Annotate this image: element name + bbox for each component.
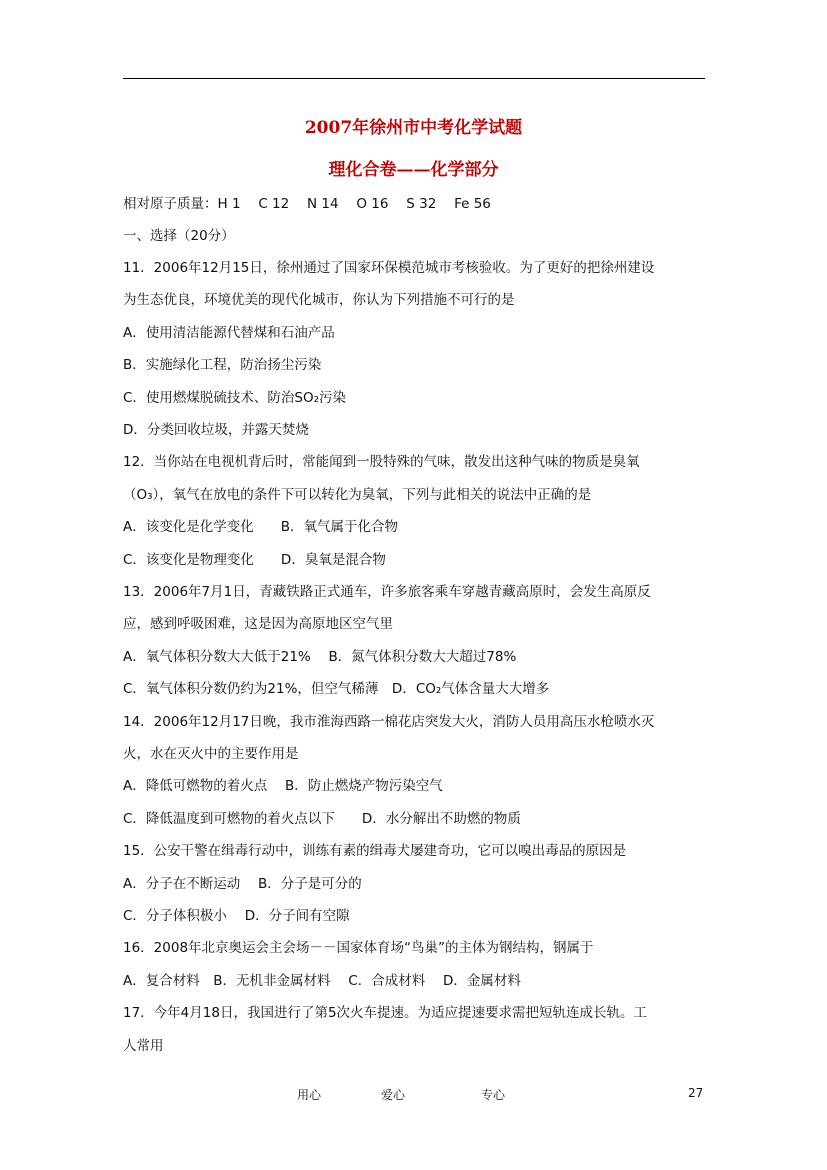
- question-line: 16．2008年北京奥运会主会场－－国家体育场“鸟巢”的主体为钢结构，钢属于: [123, 940, 594, 956]
- option-line: A．分子在不断运动 B．分子是可分的: [123, 876, 362, 892]
- header-rule: [123, 78, 705, 79]
- option-line: A．该变化是化学变化 B．氧气属于化合物: [123, 519, 398, 535]
- question-line: 11．2006年12月15日，徐州通过了国家环保模范城市考核验收。为了更好的把徐州建设: [123, 260, 655, 276]
- option-line: B．实施绿化工程，防治扬尘污染: [123, 357, 322, 373]
- option-line: C．使用燃煤脱硫技术、防治SO₂污染: [123, 390, 347, 406]
- footer-text: 专心: [481, 1088, 506, 1102]
- option-line: C．分子体积极小 D．分子间有空隙: [123, 908, 350, 924]
- page-title: 2007年徐州市中考化学试题: [304, 118, 523, 138]
- option-line: D．分类回收垃圾，并露天焚烧: [123, 422, 309, 438]
- option-line: A．复合材料 B．无机非金属材料 C．合成材料 D．金属材料: [123, 973, 521, 989]
- question-line: 火，水在灭火中的主要作用是: [123, 746, 299, 762]
- option-line: A．使用清洁能源代替煤和石油产品: [123, 325, 335, 341]
- question-line: 13．2006年7月1日，青藏铁路正式通车，许多旅客乘车穿越青藏高原时，会发生高原反: [123, 584, 651, 600]
- option-line: C．氧气体积分数仍约为21%，但空气稀薄 D．CO₂气体含量大大增多: [123, 681, 550, 697]
- option-line: A．氧气体积分数大大低于21% B．氮气体积分数大大超过78%: [123, 649, 517, 665]
- page-number: 27: [688, 1086, 704, 1100]
- atomic-mass-line: 相对原子质量：H 1 C 12 N 14 O 16 S 32 Fe 56: [123, 196, 491, 212]
- question-line: 人常用: [123, 1038, 164, 1054]
- question-line: （O₃），氧气在放电的条件下可以转化为臭氧，下列与此相关的说法中正确的是: [123, 487, 592, 503]
- footer-text: 用心: [297, 1088, 322, 1102]
- section-heading: 一、选择（20分）: [123, 228, 235, 244]
- footer-text: 爱心: [381, 1088, 406, 1102]
- option-line: C．该变化是物理变化 D．臭氧是混合物: [123, 552, 386, 568]
- question-line: 14．2006年12月17日晚，我市淮海西路一棉花店突发大火，消防人员用高压水枪喷水灭: [123, 714, 655, 730]
- question-line: 15．公安干警在缉毒行动中，训练有素的缉毒犬屡建奇功，它可以嗅出毒品的原因是: [123, 843, 627, 859]
- question-line: 12．当你站在电视机背后时，常能闻到一股特殊的气味，散发出这种气味的物质是臭氧: [123, 454, 640, 470]
- question-line: 为生态优良，环境优美的现代化城市，你认为下列措施不可行的是: [123, 292, 515, 308]
- page-subtitle: 理化合卷——化学部分: [328, 160, 499, 180]
- question-line: 17．今年4月18日，我国进行了第5次火车提速。为适应提速要求需把短轨连成长轨。工: [123, 1005, 648, 1021]
- option-line: A．降低可燃物的着火点 B．防止燃烧产物污染空气: [123, 778, 443, 794]
- question-line: 应，感到呼吸困难，这是因为高原地区空气里: [123, 616, 393, 632]
- option-line: C．降低温度到可燃物的着火点以下 D．水分解出不助燃的物质: [123, 811, 521, 827]
